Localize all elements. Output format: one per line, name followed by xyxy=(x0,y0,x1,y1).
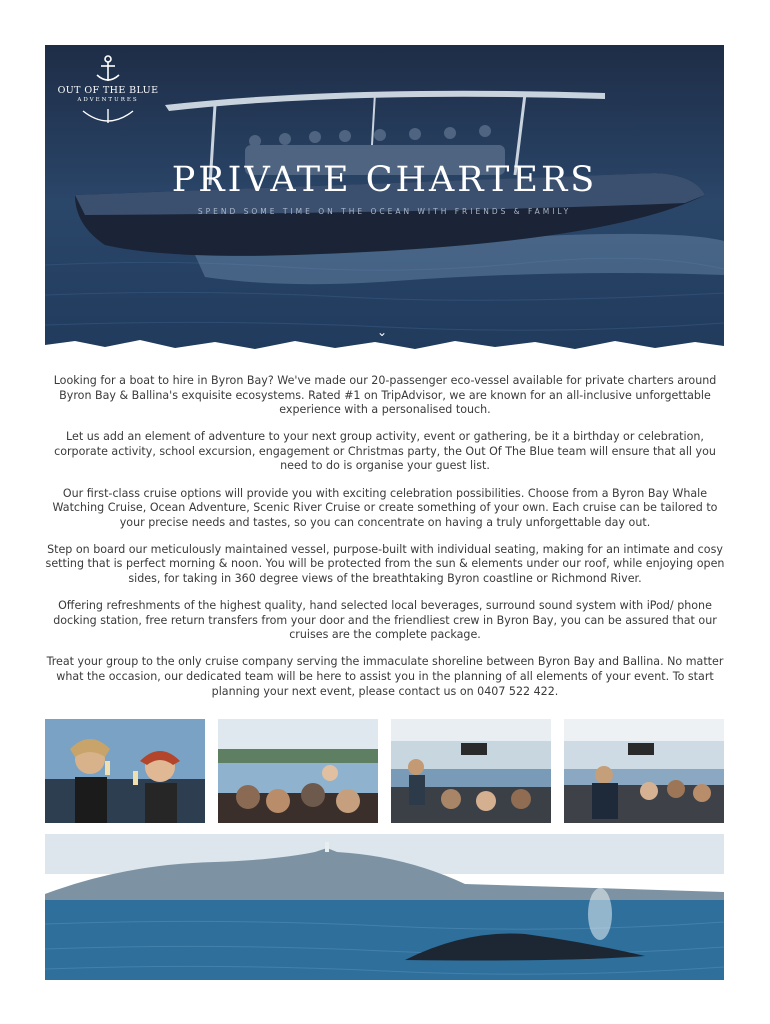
chevron-down-icon: ⌄ xyxy=(377,325,388,339)
paragraph-vessel: Step on board our meticulously maintained vessel, purpose-built with individual seating, making for an intimate and cosy setting that is perfect morning & noon. You will be protected from the sun & elements under our roof, while enjoying open sides, for taking in 360 degree views of the breathtaking Byron coastline or Richmond River. xyxy=(45,542,725,586)
hero-banner xyxy=(45,45,724,360)
paragraph-adventure: Let us add an element of adventure to your next group activity, event or gathering, be it a birthday or celebration, corporate activity, school excursion, engagement or Christmas party, the Out Of The Blue team will ensure that all you need to do is organise your guest list. xyxy=(54,430,716,473)
body-copy xyxy=(40,374,730,712)
paragraph-intro: Looking for a boat to hire in Byron Bay? We've made our 20-passenger eco-vessel available for private charters around Byron Bay & Ballina's exquisite ecosystems. Rated #1 on TripAdvisor, we are known for an all-inclusive unforgettable experience with a personalised touch. xyxy=(53,374,717,417)
photo-guide-speaking xyxy=(391,719,551,823)
photo-humpback-whale xyxy=(45,834,724,980)
paragraph-cruise-options: Our first-class cruise options will provide you with exciting celebration possibilities. Choose from a Byron Bay Whale Watching Cruise, Ocean Adventure, Scenic River Cruise or create something of your own. Each cruise can be tailored to your precise needs and tastes, so you can concentrate on having a truly unforgettable day out. xyxy=(52,486,718,529)
brand-name: OUT OF THE BLUE xyxy=(57,85,159,96)
anchor-icon xyxy=(97,56,119,81)
brand-logo xyxy=(53,51,163,129)
photo-guests-on-deck xyxy=(218,719,378,823)
brand-subtitle: ADVENTURES xyxy=(77,97,139,103)
photo-guests-toasting xyxy=(45,719,205,823)
hero-tagline: SPEND SOME TIME ON THE OCEAN WITH FRIENDS & FAMILY xyxy=(197,207,572,216)
paragraph-refreshments: Offering refreshments of the highest quality, hand selected local beverages, surround sound system with iPod/ phone docking station, free return transfers from your door and the friendliest crew in Byron Bay, you can be assured that our cruises are the complete package. xyxy=(53,599,717,642)
page-title: PRIVATE CHARTERS xyxy=(171,160,598,200)
photo-crew-and-guests xyxy=(564,719,724,823)
paragraph-contact: Treat your group to the only cruise company serving the immaculate shoreline between Byron Bay and Ballina. No matter what the occasion, our dedicated team will be here to assist you in the planning of all elements of your event. To start planning your next event, please contact us on 0407 522 422. xyxy=(46,655,724,698)
